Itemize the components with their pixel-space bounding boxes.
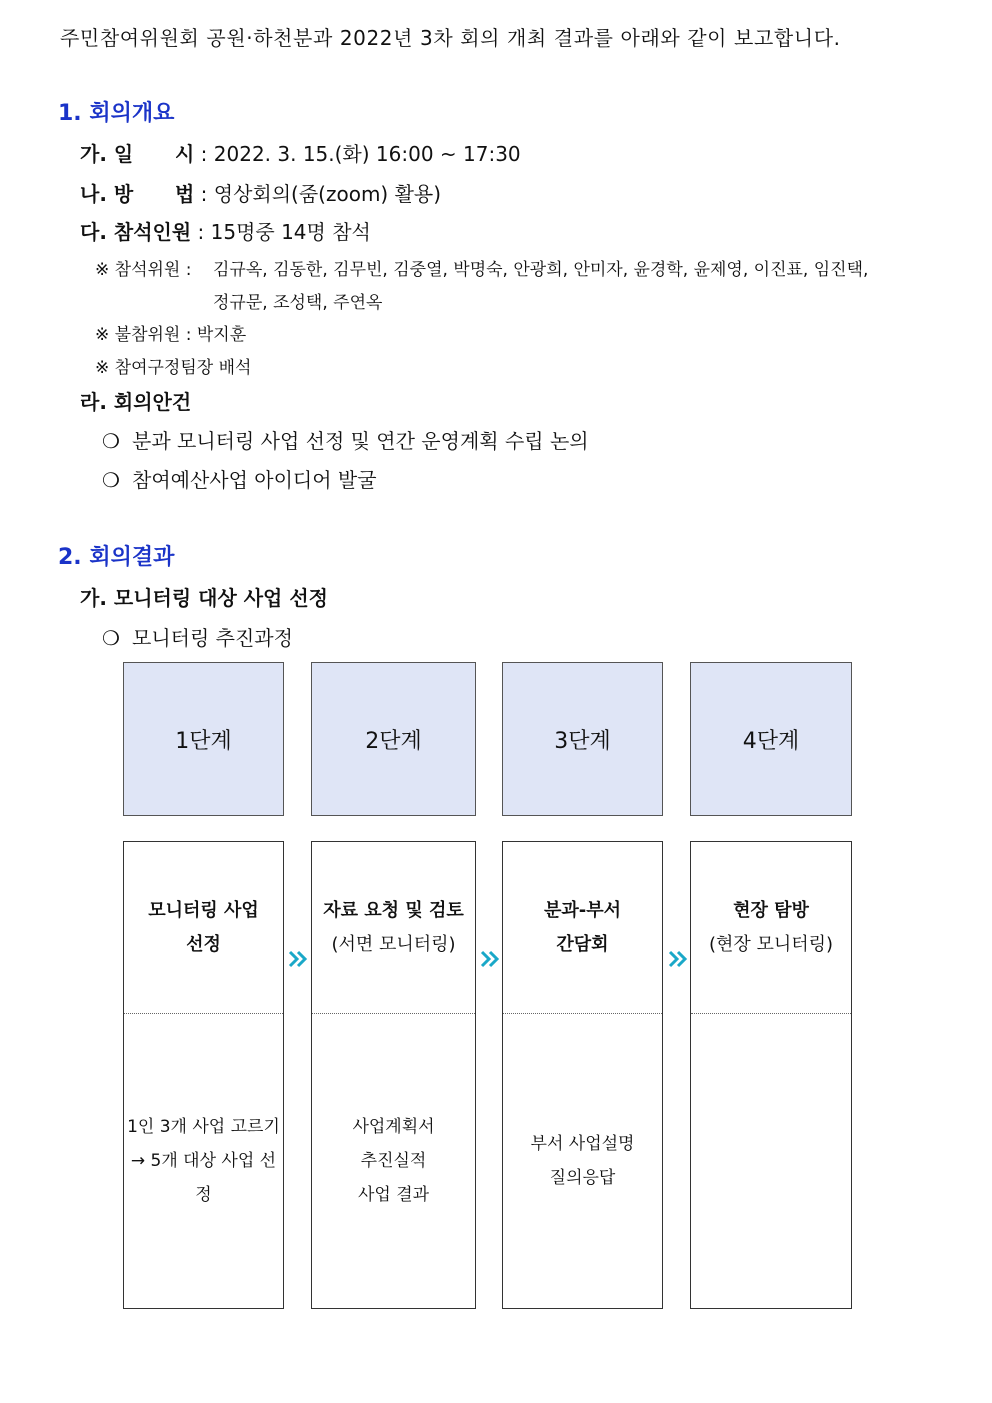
card-body (691, 1014, 851, 1308)
card-title: 자료 요청 및 검토 (323, 899, 464, 921)
process-card-4 (690, 841, 852, 1309)
circle-bullet-icon: ❍ (102, 468, 120, 492)
method-value: : 영상회의(줌(zoom) 활용) (200, 182, 442, 206)
process-card-2 (311, 841, 476, 1309)
agenda-item-text: 분과 모니터링 사업 선정 및 연간 운영계획 수립 논의 (132, 429, 589, 453)
double-chevron-right-icon (667, 948, 689, 970)
card-body-line: → 5개 대상 사업 선 (130, 1151, 277, 1171)
circle-bullet-icon: ❍ (102, 626, 120, 650)
process-label: 모니터링 추진과정 (132, 626, 293, 650)
stage-label: 2단계 (365, 728, 422, 754)
present-label: ※ 참석위원 : (95, 260, 192, 280)
double-chevron-right-icon (479, 948, 501, 970)
card-title: 모니터링 사업 (148, 899, 259, 921)
date-label: 가. 일 시 (80, 142, 195, 166)
stage-label: 3단계 (554, 728, 611, 754)
card-body-line: 사업계획서 (352, 1117, 435, 1137)
agenda-row (80, 386, 191, 415)
card-body-line: 사업 결과 (357, 1185, 430, 1205)
team-note: ※ 참여구정팀장 배석 (95, 358, 252, 378)
section-1-title: 1. 회의개요 (58, 101, 175, 126)
date-row (80, 138, 521, 167)
card-title: 현장 탐방 (733, 899, 809, 921)
intro-text: 주민참여위원회 공원·하천분과 2022년 3차 회의 개최 결과를 아래와 같이 보고합니다. (60, 26, 841, 50)
card-header (312, 842, 475, 1014)
stage-box-4 (690, 662, 852, 816)
subsection-a (80, 582, 328, 611)
card-subtitle: (현장 모니터링) (708, 933, 834, 955)
stage-label: 4단계 (742, 728, 800, 754)
card-header (691, 842, 851, 1014)
attendees-value: : 15명중 14명 참석 (197, 220, 371, 244)
attendees-row (80, 216, 371, 245)
present-members-line2: 정규문, 조성택, 주연옥 (213, 293, 383, 313)
stage-box-2 (311, 662, 476, 816)
card-header (124, 842, 283, 1014)
agenda-item (102, 425, 589, 454)
method-row (80, 178, 441, 207)
stage-box-3 (502, 662, 663, 816)
present-members-line1: 김규옥, 김동한, 김무빈, 김중열, 박명숙, 안광희, 안미자, 윤경학, 윤제영, 이진표, 임진택, (213, 260, 869, 280)
card-title-line2: 선정 (186, 933, 221, 955)
agenda-label: 라. 회의안건 (80, 390, 192, 414)
card-body (503, 1014, 662, 1308)
attendees-label: 다. 참석인원 (80, 220, 192, 244)
card-title-line2: 간담회 (556, 933, 609, 955)
absent-members: ※ 불참위원 : 박지훈 (95, 325, 247, 345)
card-body-line: 정 (195, 1185, 212, 1205)
process-card-3 (502, 841, 663, 1309)
stage-box-1 (123, 662, 284, 816)
card-body-line: 질의응답 (549, 1168, 616, 1188)
method-label: 나. 방 법 (80, 182, 195, 206)
card-body (312, 1014, 475, 1308)
card-body-line: 추진실적 (360, 1151, 427, 1171)
card-body-line: 1인 3개 사업 고르기 (127, 1117, 280, 1137)
section-2-title: 2. 회의결과 (58, 545, 175, 570)
circle-bullet-icon: ❍ (102, 429, 120, 453)
card-subtitle: (서면 모니터링) (331, 933, 456, 955)
agenda-item-text: 참여예산사업 아이디어 발굴 (132, 468, 377, 492)
stage-label: 1단계 (175, 728, 232, 754)
card-body (124, 1014, 283, 1308)
process-label-row (102, 622, 293, 651)
card-title: 분과-부서 (543, 899, 622, 921)
card-header (503, 842, 662, 1014)
subsection-a-label: 가. 모니터링 대상 사업 선정 (80, 586, 328, 610)
card-body-line: 부서 사업설명 (530, 1134, 635, 1154)
date-value: : 2022. 3. 15.(화) 16:00 ~ 17:30 (200, 142, 521, 166)
process-card-1 (123, 841, 284, 1309)
double-chevron-right-icon (287, 948, 309, 970)
agenda-item (102, 464, 377, 493)
